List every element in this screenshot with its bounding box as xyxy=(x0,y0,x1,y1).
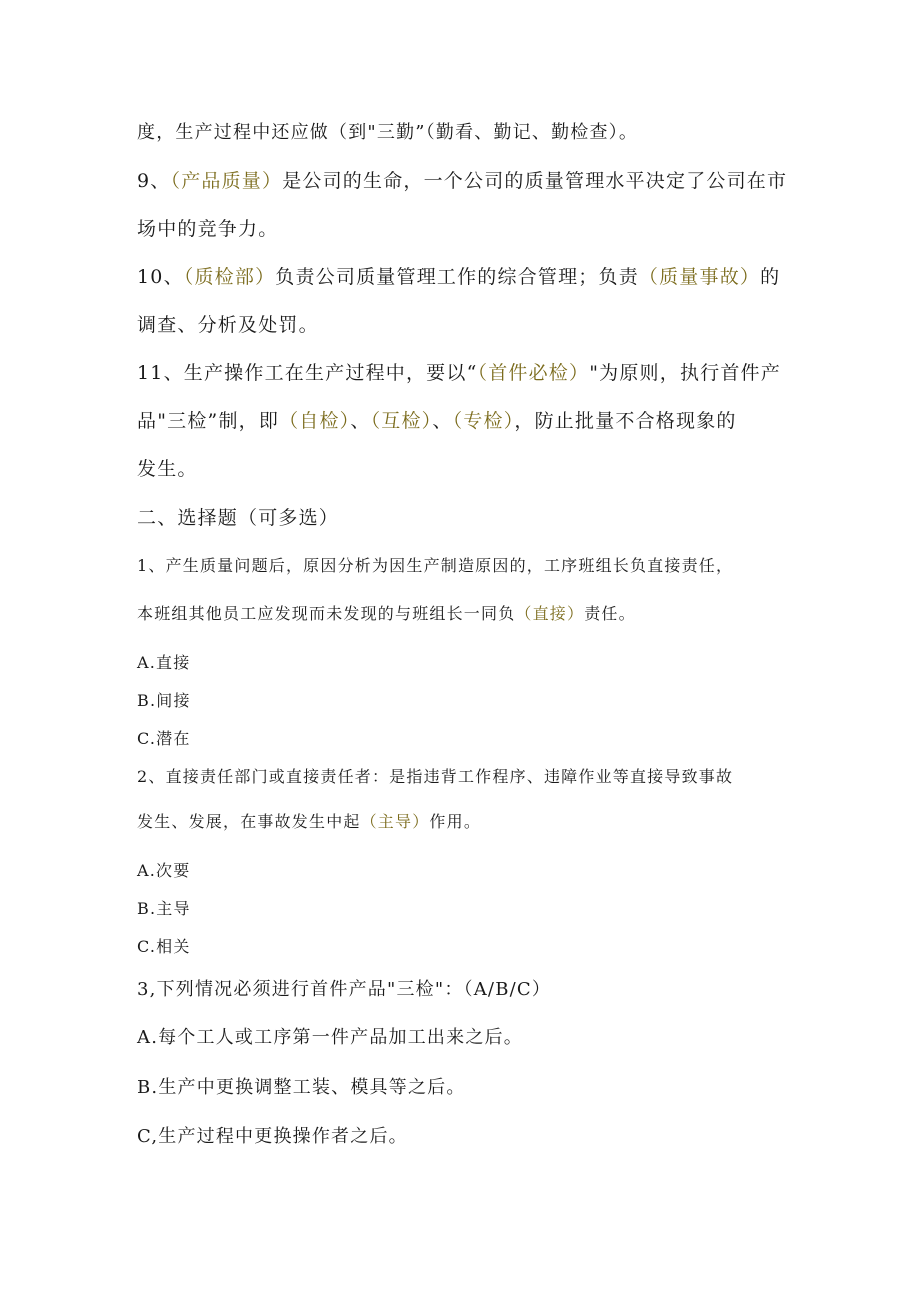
answer-text: （专检） xyxy=(452,410,515,432)
line-text: B.生产中更换调整工装、模具等之后。 xyxy=(137,1077,466,1098)
line-text: 9、 xyxy=(137,170,171,192)
line-text: 负责公司质量管理工作的综合管理；负责 xyxy=(275,266,639,288)
choice-q2-option-b xyxy=(137,896,191,919)
line-text: 11、生产操作工在生产过程中，要以“ xyxy=(137,362,478,384)
line-text: A.每个工人或工序第一件产品加工出来之后。 xyxy=(137,1027,523,1048)
choice-q3-option-a xyxy=(137,1023,523,1049)
line-text: 场中的竞争力。 xyxy=(137,218,279,240)
line-text: A.次要 xyxy=(137,861,191,880)
choice-q3-option-c xyxy=(137,1122,408,1148)
line-text: ，防止批量不合格现象的 xyxy=(514,410,737,432)
question-9-line-1 xyxy=(137,166,787,193)
line-text: "为原则，执行首件产 xyxy=(589,362,781,384)
line-text: 、 xyxy=(432,410,453,432)
line-text: C.潜在 xyxy=(137,729,191,748)
line-text: 是公司的生命，一个公司的质量管理水平决定了公司在市 xyxy=(282,170,788,192)
choice-q1-option-c xyxy=(137,726,191,749)
line-text: 发生。 xyxy=(137,458,198,480)
question-10-line-1 xyxy=(137,262,780,289)
line-text: 二、选择题（可多选） xyxy=(137,507,340,529)
question-11-line-1 xyxy=(137,358,781,385)
section-heading xyxy=(137,503,339,530)
line-text: 发生、发展，在事故发生中起 xyxy=(137,812,361,831)
question-9-line-2 xyxy=(137,214,278,241)
line-text: 1、产生质量问题后，原因分析为因生产制造原因的，工序班组长负直接责任， xyxy=(137,556,734,575)
line-text: A.直接 xyxy=(137,653,191,672)
answer-text: （质检部） xyxy=(183,266,276,288)
choice-q3-option-b xyxy=(137,1073,466,1099)
choice-q2-option-a xyxy=(137,858,190,881)
line-text: C,生产过程中更换操作者之后。 xyxy=(137,1126,408,1147)
question-10-line-2 xyxy=(137,310,319,337)
choice-q2-line-1 xyxy=(137,764,733,787)
line-text: 度，生产过程中还应做（到"三勤”（勤看、勤记、勤检查）。 xyxy=(137,122,639,143)
line-text: B.主导 xyxy=(137,899,191,918)
choice-q1-option-b xyxy=(137,688,191,711)
answer-text: （互检） xyxy=(370,410,433,432)
choice-q1-line-2 xyxy=(137,601,636,624)
line-text: 责任。 xyxy=(584,604,636,623)
answer-text: （产品质量） xyxy=(170,170,283,192)
choice-q1-line-1 xyxy=(137,553,733,576)
answer-text: （主导） xyxy=(360,812,430,831)
line-text: 调查、分析及处罚。 xyxy=(137,314,319,336)
line-text: 2、直接责任部门或直接责任者：是指违背工作程序、违障作业等直接导致事故 xyxy=(137,767,734,786)
line-text: B.间接 xyxy=(137,691,191,710)
line-text: 3,下列情况必须进行首件产品"三检"：（A/B/C） xyxy=(137,979,552,1000)
line-text: 本班组其他员工应发现而未发现的与班组长一同负 xyxy=(137,604,516,623)
answer-text: （直接） xyxy=(515,604,585,623)
choice-q3-line-1 xyxy=(137,975,551,1001)
answer-text: （首件必检） xyxy=(477,362,590,384)
line-text: 、 xyxy=(350,410,371,432)
choice-q2-option-c xyxy=(137,934,191,957)
choice-q1-option-a xyxy=(137,650,190,673)
answer-text: （自检） xyxy=(279,410,351,432)
question-11-line-3 xyxy=(137,454,198,481)
choice-q2-line-2 xyxy=(137,809,481,832)
line-text: 的 xyxy=(760,266,781,288)
line-text: 作用。 xyxy=(429,812,482,831)
question-11-line-2 xyxy=(137,406,737,433)
line-text: C.相关 xyxy=(137,937,191,956)
answer-text: （质量事故） xyxy=(638,266,761,288)
text-line-1 xyxy=(137,118,638,144)
line-text: 品"三检”制，即 xyxy=(137,410,280,432)
line-text: 10、 xyxy=(137,266,184,288)
